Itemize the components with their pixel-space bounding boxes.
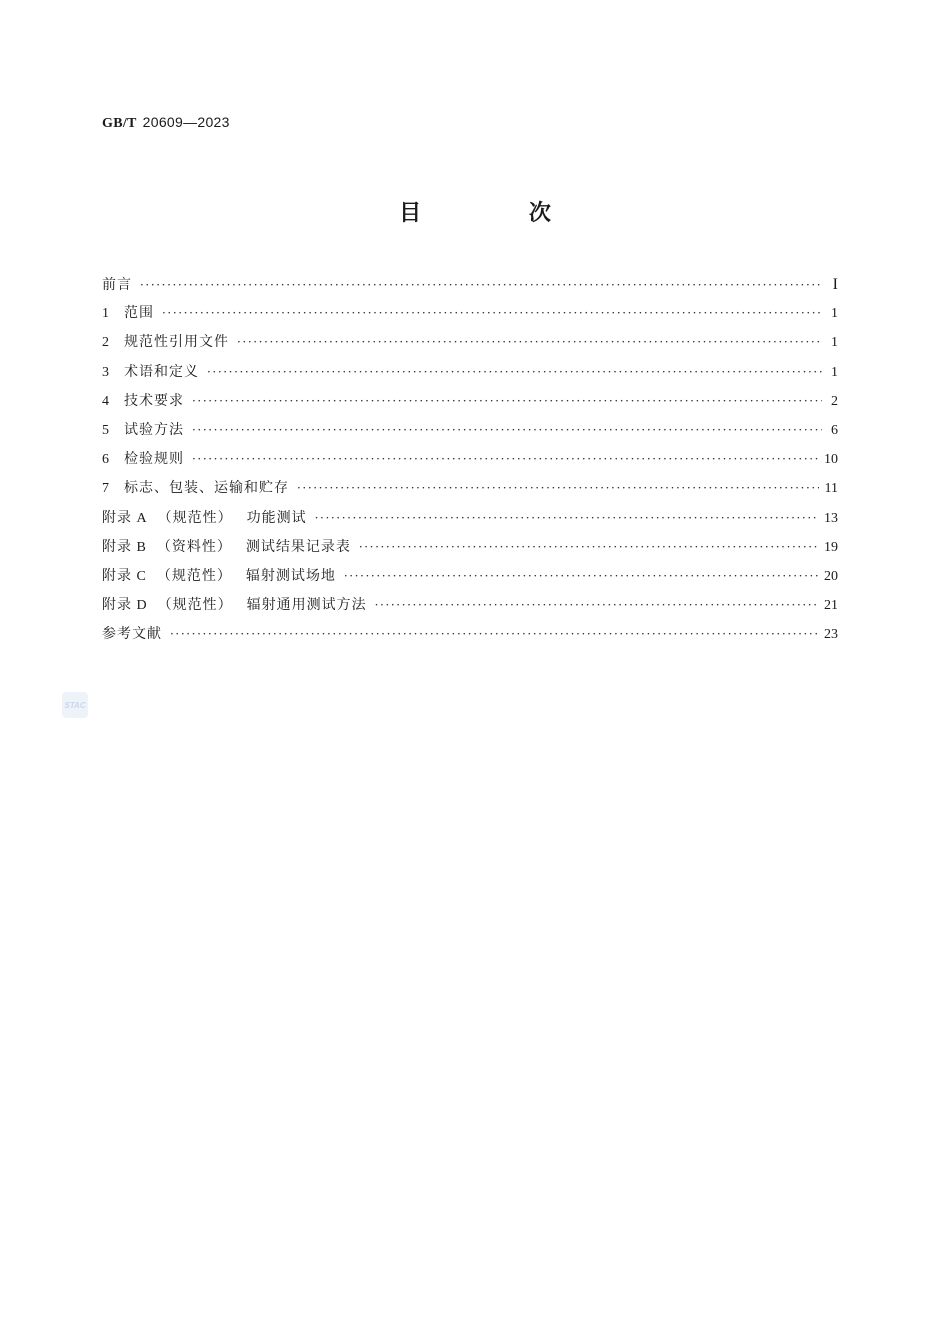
toc-entry-label xyxy=(102,504,307,533)
dot-leader xyxy=(315,504,818,533)
toc-title: 目 次 xyxy=(399,201,601,226)
toc-entry-title: 试验方法 xyxy=(124,421,184,438)
dot-leader xyxy=(237,328,822,357)
section-number: 6 xyxy=(102,452,110,468)
toc-page-number: 20 xyxy=(824,568,838,584)
dot-leader xyxy=(140,271,822,300)
toc-entry-label xyxy=(102,591,367,620)
toc-entry[interactable] xyxy=(102,504,838,533)
dot-leader xyxy=(192,416,822,445)
section-number: 2 xyxy=(102,335,110,351)
section-number: 1 xyxy=(102,306,110,322)
toc-page-number: 21 xyxy=(824,598,838,614)
toc-entry-title: 参考文献 xyxy=(102,626,162,643)
dot-leader xyxy=(192,445,818,474)
toc-entry[interactable] xyxy=(102,416,838,445)
toc-entry-label xyxy=(102,328,229,357)
toc-entry-label xyxy=(102,620,162,649)
toc-entry-title: 范围 xyxy=(124,305,154,322)
toc-entry[interactable] xyxy=(102,533,838,562)
appendix-type: （资料性） xyxy=(156,538,232,555)
dot-leader xyxy=(375,591,818,620)
section-number: 5 xyxy=(102,422,110,438)
toc-entry[interactable] xyxy=(102,474,838,503)
toc-page-number: 6 xyxy=(831,422,838,438)
toc-entry-label xyxy=(102,271,132,300)
appendix-type: （规范性） xyxy=(157,509,233,526)
appendix-heading: 附录 C xyxy=(102,568,147,584)
toc-entry-label xyxy=(102,562,336,591)
toc-entry-title: 辐射测试场地 xyxy=(245,567,336,584)
toc-page-number: 1 xyxy=(831,364,838,380)
toc-entry[interactable] xyxy=(102,270,838,299)
toc-entry[interactable] xyxy=(102,445,838,474)
toc-page-number: 10 xyxy=(824,452,838,468)
appendix-type: （规范性） xyxy=(157,597,233,614)
dot-leader xyxy=(359,533,818,562)
toc-page-number: 11 xyxy=(824,481,838,497)
standard-code xyxy=(102,114,230,132)
toc-entry-title: 术语和定义 xyxy=(124,363,199,380)
toc-entry-title: 检验规则 xyxy=(124,451,184,468)
toc-entry-label xyxy=(102,299,154,328)
toc-entry-title: 规范性引用文件 xyxy=(124,334,229,351)
toc-entry[interactable] xyxy=(102,299,838,328)
toc-entry-label xyxy=(102,358,199,387)
watermark-text: STAC xyxy=(64,700,86,710)
toc-page-number: 1 xyxy=(831,335,838,351)
toc-page-number: 13 xyxy=(824,510,838,526)
toc-entry-label xyxy=(102,474,289,503)
section-number: 3 xyxy=(102,364,110,380)
toc-entry-title: 技术要求 xyxy=(124,392,184,409)
toc-entry-label xyxy=(102,533,351,562)
appendix-type: （规范性） xyxy=(156,567,232,584)
toc-entry[interactable] xyxy=(102,358,838,387)
toc-entry[interactable] xyxy=(102,562,838,591)
toc-page-number: I xyxy=(832,276,838,293)
toc-entry-title: 前言 xyxy=(102,277,132,293)
toc-page-number: 2 xyxy=(831,393,838,409)
dot-leader xyxy=(297,474,819,503)
toc-entry-label xyxy=(102,387,184,416)
dot-leader xyxy=(192,387,822,416)
toc-entry-title: 标志、包装、运输和贮存 xyxy=(124,480,289,497)
toc-page-number: 23 xyxy=(824,627,838,643)
dot-leader xyxy=(170,620,818,649)
dot-leader xyxy=(162,299,822,328)
standard-prefix: GB/T xyxy=(102,116,137,131)
appendix-heading: 附录 B xyxy=(102,539,147,555)
dot-leader xyxy=(207,358,822,387)
appendix-heading: 附录 D xyxy=(102,598,148,614)
toc-entry-title: 辐射通用测试方法 xyxy=(246,597,367,614)
toc-entry-label xyxy=(102,445,184,474)
toc-entry-label xyxy=(102,416,184,445)
toc-page-number: 1 xyxy=(831,306,838,322)
toc-entry[interactable] xyxy=(102,387,838,416)
stac-logo-icon xyxy=(62,692,88,718)
toc-entry-title: 功能测试 xyxy=(246,509,307,526)
table-of-contents xyxy=(102,270,838,649)
appendix-heading: 附录 A xyxy=(102,510,148,526)
dot-leader xyxy=(344,562,818,591)
toc-entry[interactable] xyxy=(102,591,838,620)
section-number: 4 xyxy=(102,393,110,409)
standard-number: 20609—2023 xyxy=(142,114,230,130)
toc-page-number: 19 xyxy=(824,539,838,555)
section-number: 7 xyxy=(102,481,110,497)
toc-entry[interactable] xyxy=(102,620,838,649)
toc-entry[interactable] xyxy=(102,328,838,357)
toc-entry-title: 测试结果记录表 xyxy=(245,538,351,555)
